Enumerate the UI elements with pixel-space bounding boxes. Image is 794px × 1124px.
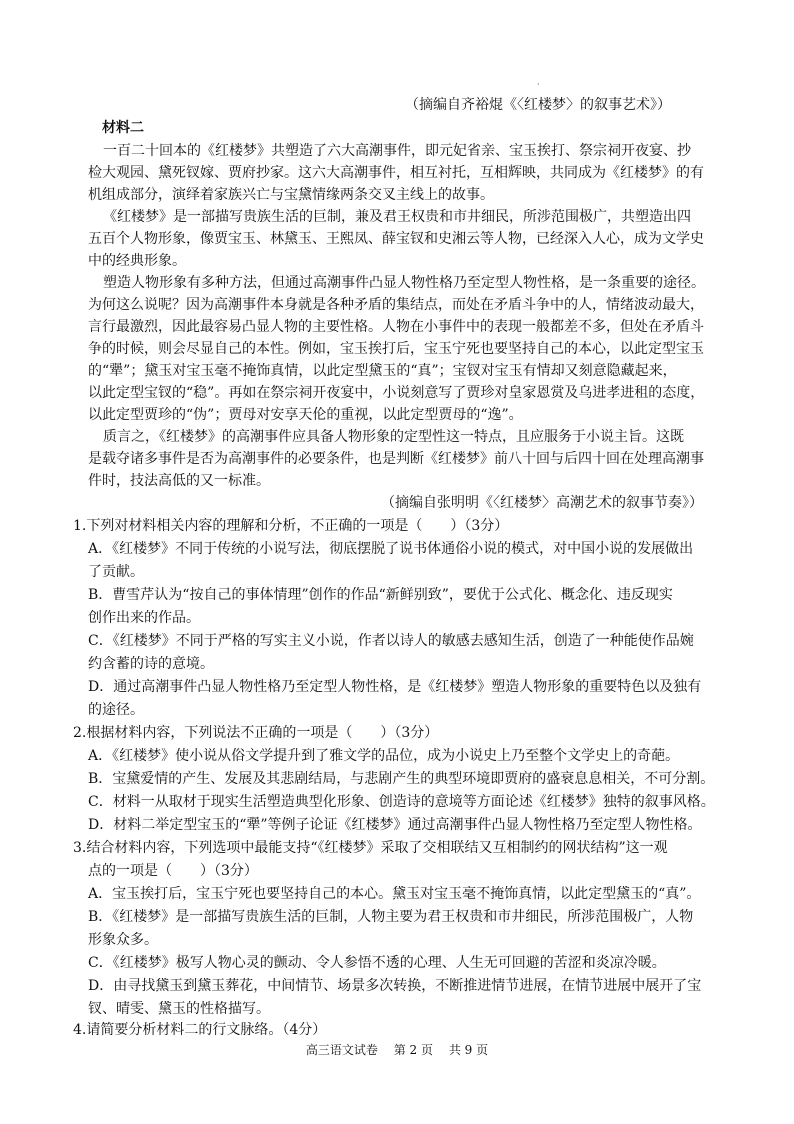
question-3-stem: 3.结合材料内容，下列选项中最能支持“《红楼梦》采取了交相联结又互相制约的网状结构”这一观 (73, 840, 668, 856)
paragraph-line: 一百二十回本的《红楼梦》共塑造了六大高潮事件，即元妃省亲、宝玉挨打、祭宗祠开夜宴、抄 (103, 143, 691, 159)
paragraph-line: 塑造人物形象有多种方法，但通过高潮事件凸显人物性格乃至定型人物性格，是一条重要的途径。 (103, 275, 705, 291)
paragraph-line: 为何这么说呢？因为高潮事件本身就是各种矛盾的集结点，而处在矛盾斗争中的人，情绪波动最大， (88, 297, 704, 313)
paragraph-line: 五百个人物形象，像贾宝玉、林黛玉、王熙凤、薛宝钗和史湘云等人物，已经深入人心，成为文学史 (88, 231, 704, 247)
paragraph-line: 的“犟”；黛玉对宝玉毫不掩饰真情，以此定型黛玉的“真”；宝钗对宝玉有情却又刻意隐藏起来， (88, 363, 677, 379)
paragraph-line: 是载夺诸多事件是否为高潮事件的必要条件，也是判断《红楼梦》前八十回与后四十回在处理高潮事 (88, 451, 704, 467)
question-1-option-d: D．通过高潮事件凸显人物性格乃至定型人物性格，是《红楼梦》塑造人物形象的重要特色以及独有 (88, 679, 702, 695)
question-3-option-b: B．《红楼梦》是一部描写贵族生活的巨制，人物主要为君王权贵和市井细民，所涉范围极广，人物 (88, 909, 694, 925)
question-3-option-a: A．宝玉挨打后，宝玉宁死也要坚持自己的本心。黛玉对宝玉毫不掩饰真情，以此定型黛玉的“真”。 (88, 886, 701, 902)
material1-source: （摘编自齐裕焜《〈红楼梦〉的叙事艺术》） (405, 97, 671, 113)
question-1-stem: 1.下列对材料相关内容的理解和分析，不正确的一项是（ ）（3分） (73, 518, 509, 534)
paragraph-line: 以此定型宝钗的“稳”。再如在祭宗祠开夜宴中，小说刻意写了贾珍对皇家恩赏及乌进孝进租的态度， (88, 385, 705, 401)
paragraph-line: 中的经典形象。 (88, 253, 186, 269)
question-2-option-b: B．宝黛爱情的产生、发展及其悲剧结局，与悲剧产生的典型环境即贾府的盛衰息息相关，不可分割。 (88, 771, 715, 787)
question-2-option-a: A．《红楼梦》使小说从俗文学提升到了雅文学的品位，成为小说史上乃至整个文学史上的奇葩。 (88, 748, 680, 764)
paragraph-line: 争的时候，则会尽显自己的本性。例如，宝玉挨打后，宝玉宁死也要坚持自己的本心，以此定型宝玉 (88, 341, 704, 357)
question-3-option-d-cont: 钗、晴雯、黛玉的性格描写。 (88, 1001, 270, 1017)
material2-source: （摘编自张明明《〈红楼梦〉高潮艺术的叙事节奏》） (381, 495, 703, 511)
question-3-stem-cont: 点的一项是（ ）（3分） (88, 863, 258, 879)
question-1-option-c-cont: 约含蓄的诗的意境。 (88, 656, 214, 672)
footer-page-total: 共 9 页 (448, 1043, 489, 1057)
footer-page-number: 第 2 页 (393, 1043, 433, 1057)
page-footer (0, 1041, 794, 1058)
footer-exam-title: 高三语文试卷 (305, 1043, 378, 1057)
question-1-option-a-cont: 了贡献。 (88, 564, 144, 580)
question-3-option-b-cont: 形象众多。 (88, 932, 158, 948)
question-2-stem: 2.根据材料内容，下列说法不正确的一项是（ ）（3分） (73, 725, 439, 741)
question-1-option-b-cont: 创作出来的作品。 (88, 610, 200, 626)
question-2-option-c: C．材料一从取材于现实生活塑造典型化形象、创造诗的意境等方面论述《红楼梦》独特的叙事风格。 (88, 794, 715, 810)
question-3-option-c: C．《红楼梦》极写人物心灵的颤动、令人参悟不透的心理、人生无可回避的苦涩和炎凉冷暖。 (88, 955, 666, 971)
paragraph-line: 《红楼梦》是一部描写贵族生活的巨制，兼及君王权贵和市井细民，所涉范围极广，共塑造出四 (103, 209, 691, 225)
paragraph-line: 检大观园、黛死钗嫁、贾府抄家。这六大高潮事件，相互衬托，互相辉映，共同成为《红楼梦》的有 (88, 165, 704, 181)
material2-heading: 材料二 (102, 120, 144, 136)
question-1-option-a: A．《红楼梦》不同于传统的小说写法，彻底摆脱了说书体通俗小说的模式，对中国小说的发展做出 (88, 541, 694, 557)
paragraph-line: 机组成部分，演绎着家族兴亡与宝黛情缘两条交叉主线上的故事。 (88, 187, 494, 203)
question-1-option-d-cont: 的途径。 (88, 702, 144, 718)
paragraph-line: 件时，技法高低的又一标准。 (88, 473, 270, 489)
paragraph-line: 质言之，《红楼梦》的高潮事件应具备人物形象的定型性这一特点，且应服务于小说主旨。这既 (103, 429, 684, 445)
paragraph-line: 言行最激烈，因此最容易凸显人物的主要性格。人物在小事件中的表现一般都差不多，但处在矛盾斗 (88, 319, 704, 335)
question-1-option-c: C．《红楼梦》不同于严格的写实主义小说，作者以诗人的敏感去感知生活，创造了一种能使作品婉 (88, 633, 694, 649)
scan-dot: · (537, 80, 540, 89)
question-3-option-d: D．由寻找黛玉到黛玉葬花，中间情节、场景多次转换，不断推进情节进展，在情节进展中展开了宝 (88, 978, 702, 994)
question-1-option-b: B．曹雪芹认为“按自己的事体情理”创作的作品“新鲜别致”，要优于公式化、概念化、违反现实 (88, 587, 673, 603)
paragraph-line: 以此定型贾珍的“伪”；贾母对安享天伦的重视，以此定型贾母的“逸”。 (88, 407, 523, 423)
question-4-stem: 4.请简要分析材料二的行文脉络。（4分） (73, 1022, 327, 1038)
question-2-option-d: D．材料二举定型宝玉的“犟”等例子论证《红楼梦》通过高潮事件凸显人物性格乃至定型人物性格。 (88, 817, 702, 833)
